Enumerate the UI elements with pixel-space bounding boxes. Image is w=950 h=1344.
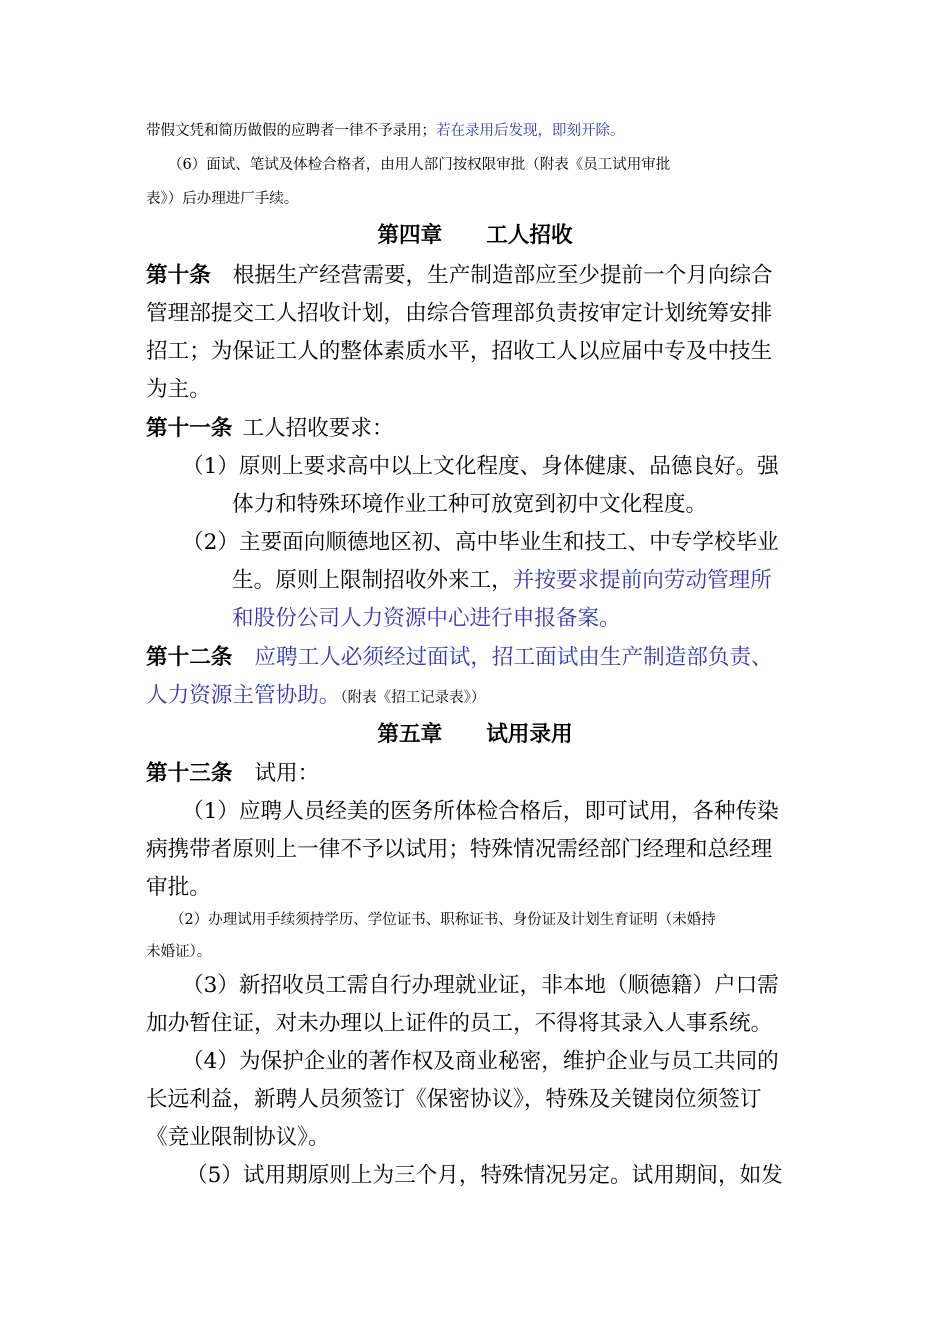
article-label: 第十二条 [146,645,233,670]
paragraph-4-line-1: （4）为保护企业的著作权及商业秘密，维护企业与员工共同的 [182,1049,779,1074]
text-run: 根据生产经营需要，生产制造部应至少提前一个月向综合 [232,263,773,288]
highlighted-text-run: 并按要求提前向劳动管理所 [512,568,772,593]
paragraph-3-line-1: （3）新招收员工需自行办理就业证，非本地（顺德籍）户口需 [182,973,779,998]
article-12-line-1 [146,647,773,669]
highlighted-text-run: 人力资源主管协助。 [146,683,341,708]
paragraph-4-line-2: 长远利益，新聘人员须签订《保密协议》，特殊及关键岗位须签订 [146,1087,762,1112]
paragraph-1-line-3: 审批。 [146,875,211,900]
article-13-line [146,763,319,785]
text-run: 生。原则上限制招收外来工， [232,568,513,593]
item-2-line-3: 和股份公司人力资源中心进行申报备案。 [232,606,621,631]
text-run: 工人招收要求： [242,416,394,441]
chapter-heading [0,724,950,746]
item-1-line-2: 体力和特殊环境作业工种可放宽到初中文化程度。 [232,492,708,517]
item-6-line-1: （6）面试、笔试及体检合格者，由用人部门按权限审批（附表《员工试用审批 [168,157,671,173]
paragraph-3-line-2: 加办暂住证，对未办理以上证件的员工，不得将其录入人事系统。 [146,1011,773,1036]
paragraph-5-line-1: （5）试用期原则上为三个月，特殊情况另定。试用期间，如发 [186,1163,783,1188]
paragraph-line [146,124,625,139]
article-11-line [146,418,394,440]
highlighted-text-run: 应聘工人必须经过面试，招工面试由生产制造部负责、 [254,645,773,670]
text-run: 试用： [254,761,320,786]
article-12-line-2 [146,685,485,707]
article-10-line-4: 为主。 [146,377,211,402]
paragraph-1-line-1: （1）应聘人员经美的医务所体检合格后，即可试用，各种传染 [182,799,779,824]
article-10-line-3: 招工；为保证工人的整体素质水平，招收工人以应届中专及中技生 [146,339,773,364]
item-2-line-2 [232,570,772,592]
article-label: 第十三条 [146,761,233,786]
appendix-note: （附表《招工记录表》） [340,690,486,706]
chapter-number: 第四章 [377,223,443,248]
article-label: 第十一条 [146,416,233,441]
paragraph-2-line-2: 未婚证）。 [146,944,212,960]
highlighted-text-run: 若在录用后发现，即刻开除。 [436,123,625,139]
item-2-line-1: （2）主要面向顺德地区初、高中毕业生和技工、中专学校毕业 [182,530,779,555]
chapter-heading [0,225,950,247]
paragraph-1-line-2: 病携带者原则上一律不予以试用；特殊情况需经部门经理和总经理 [146,837,773,862]
paragraph-4-line-3: 《竞业限制协议》。 [146,1125,330,1150]
chapter-title: 工人招收 [486,223,573,248]
article-10-line-1 [146,265,773,287]
item-1-line-1: （1）原则上要求高中以上文化程度、身体健康、品德良好。强 [182,454,779,479]
article-10-line-2: 管理部提交工人招收计划，由综合管理部负责按审定计划统筹安排 [146,301,773,326]
item-6-line-2: 表》）后办理进厂手续。 [146,191,299,207]
chapter-title: 试用录用 [486,722,573,747]
text-run: 带假文凭和简历做假的应聘者一律不予录用； [146,123,436,139]
paragraph-2-line-1: （2）办理试用手续须持学历、学位证书、职称证书、身份证及计划生育证明（未婚持 [170,912,716,928]
chapter-number: 第五章 [377,722,443,747]
article-label: 第十条 [146,263,211,288]
